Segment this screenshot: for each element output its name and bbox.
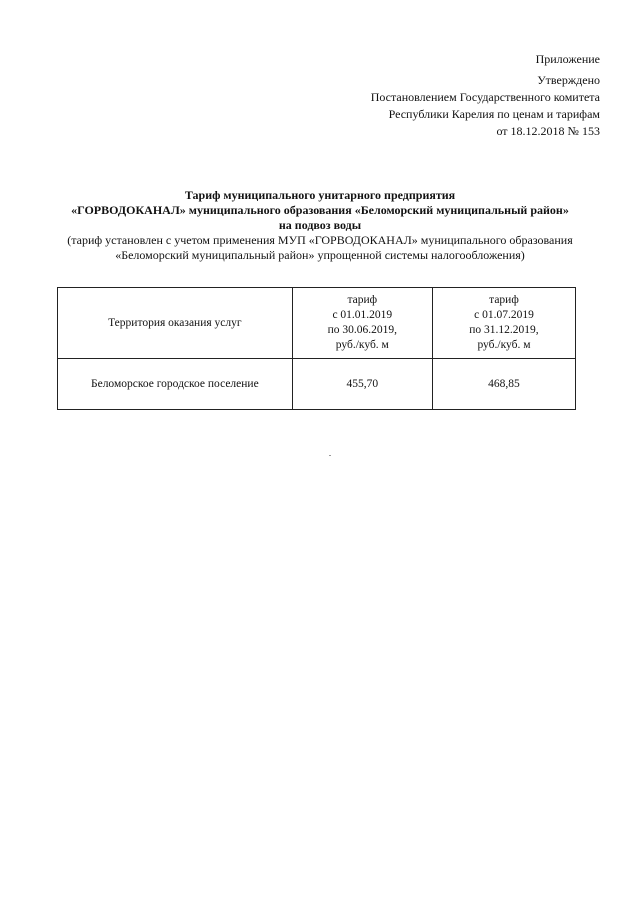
appendix-text: Приложение (535, 52, 600, 66)
header-territory-text: Территория оказания услуг (108, 316, 242, 329)
cell-tariff-period-2: 468,85 (432, 359, 575, 410)
approval-block (371, 72, 600, 140)
header-period-2-line: с 01.07.2019 (474, 309, 534, 321)
title-note-line: «Беломорский муниципальный район» упрощенной системы налогообложения) (115, 248, 525, 262)
tariff-table (57, 287, 576, 410)
title-line: Тариф муниципального унитарного предприятия (184, 188, 456, 202)
header-period-2 (432, 288, 575, 359)
document-title (40, 188, 600, 263)
header-period-1-line: по 30.06.2019, (327, 324, 398, 336)
appendix-label (536, 52, 600, 67)
cell-territory: Беломорское городское поселение (58, 359, 293, 410)
header-period-1 (292, 288, 432, 359)
header-period-2-line: по 31.12.2019, (469, 324, 539, 336)
cell-tariff-period-1: 455,70 (292, 359, 432, 410)
header-period-2-line: тариф (489, 294, 519, 306)
title-line: на подвоз воды (278, 218, 362, 232)
approval-line: Утверждено (537, 73, 600, 87)
header-period-2-line: руб./куб. м (477, 339, 531, 351)
table-header-row (58, 288, 576, 359)
header-territory (58, 288, 293, 359)
table-row (58, 359, 576, 410)
approval-line: Республики Карелия по ценам и тарифам (388, 107, 600, 121)
scan-speck (329, 455, 331, 456)
title-note-line: (тариф установлен с учетом применения МУП «ГОРВОДОКАНАЛ» муниципального образования (67, 233, 573, 247)
approval-line: от 18.12.2018 № 153 (496, 124, 600, 138)
header-period-1-line: руб./куб. м (335, 339, 389, 351)
approval-line: Постановлением Государственного комитета (370, 90, 600, 104)
header-period-1-line: тариф (347, 294, 378, 306)
header-period-1-line: с 01.01.2019 (332, 309, 393, 321)
title-line: «ГОРВОДОКАНАЛ» муниципального образования «Беломорский муниципальный район» (71, 203, 569, 217)
